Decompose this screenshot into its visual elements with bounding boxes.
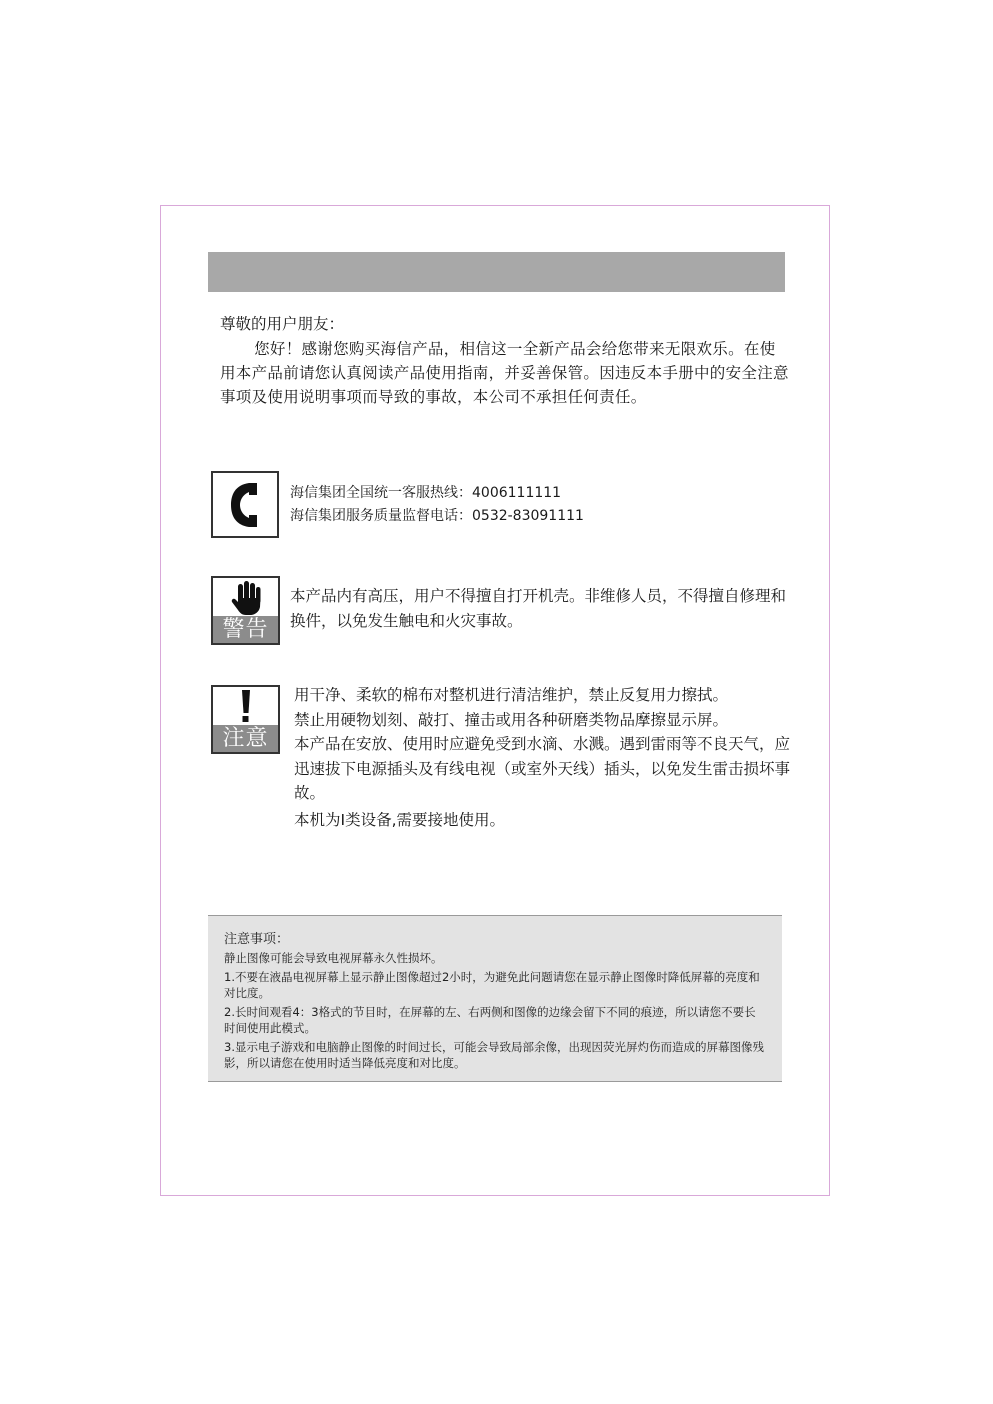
caution-line: 禁止用硬物划刻、敲打、撞击或用各种研磨类物品摩擦显示屏。 (294, 710, 729, 729)
hotline-section (290, 482, 584, 528)
warning-text: 本产品内有高压，用户不得擅自打开机壳。非维修人员，不得擅自修理和换件，以免发生触电和火灾事故。 (290, 587, 787, 630)
greeting-section (220, 312, 790, 409)
salutation: 尊敬的用户朋友： (220, 315, 345, 333)
caution-label: 注意 (213, 725, 278, 752)
notes-box (208, 915, 782, 1082)
header-bar (208, 252, 785, 292)
notes-item: 1.不要在液晶电视屏幕上显示静止图像超过2小时，为避免此问题请您在显示静止图像时降低屏幕的亮度和对比度。 (224, 970, 760, 1000)
notes-item: 2.长时间观看4：3格式的节目时，在屏幕的左、右两侧和图像的边缘会留下不同的痕迹，所以请您不要长时间使用此模式。 (224, 1005, 756, 1035)
class-note: 本机为Ⅰ类设备,需要接地使用。 (294, 811, 505, 829)
phone-icon (227, 481, 265, 529)
caution-line: 本产品在安放、使用时应避免受到水滴、水溅。遇到雷雨等不良天气，应迅速拔下电源插头及有线电视（或室外天线）插头，以免发生雷击损坏事故。 (294, 735, 791, 802)
hand-stop-icon (213, 578, 278, 616)
caution-icon-box (211, 685, 280, 754)
caution-line: 用干净、柔软的棉布对整机进行清洁维护，禁止反复用力擦拭。 (294, 686, 729, 704)
warning-icon-box (211, 576, 280, 645)
phone-icon-box (211, 471, 279, 538)
exclamation-icon (213, 687, 278, 725)
notes-title: 注意事项： (224, 932, 290, 947)
service-hotline: 海信集团全国统一客服热线：4006111111 (290, 485, 562, 501)
supervision-hotline: 海信集团服务质量监督电话：0532-83091111 (290, 508, 584, 524)
warning-label: 警告 (213, 616, 278, 643)
greeting-body: 您好！感谢您购买海信产品，相信这一全新产品会给您带来无限欢乐。在使用本产品前请您认真阅读产品使用指南，并妥善保管。因违反本手册中的安全注意事项及使用说明事项而导致的事故，本公司不承担任何责任。 (220, 340, 789, 406)
caution-text (294, 683, 790, 806)
notes-intro: 静止图像可能会导致电视屏幕永久性损坏。 (224, 951, 443, 965)
notes-item: 3.显示电子游戏和电脑静止图像的时间过长，可能会导致局部余像，出现因荧光屏灼伤而造成的屏幕图像残影，所以请您在使用时适当降低亮度和对比度。 (224, 1040, 764, 1070)
